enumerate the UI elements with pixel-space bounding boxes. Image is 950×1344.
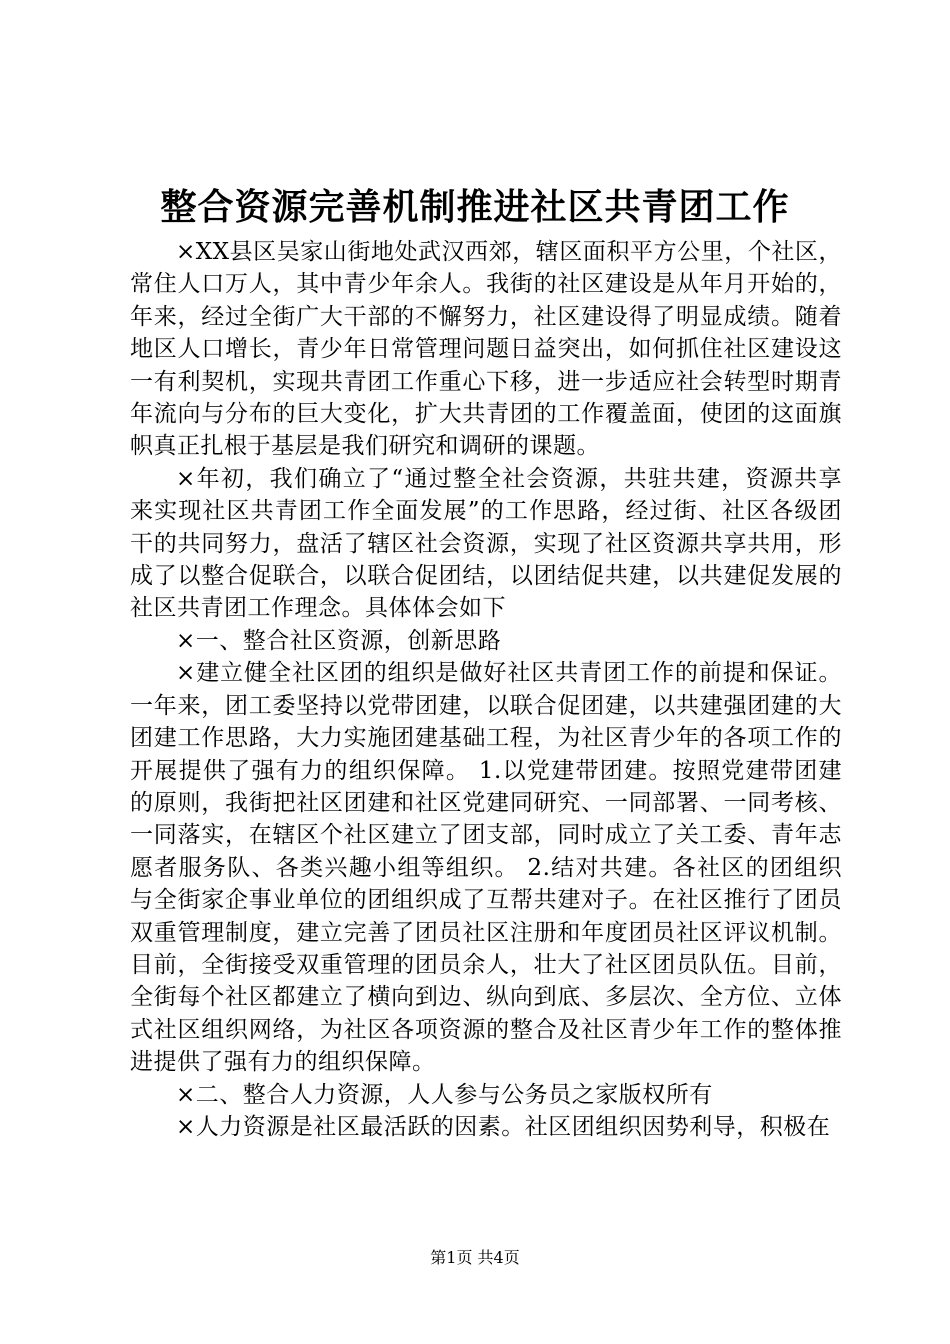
paragraph-section-1: ×建立健全社区团的组织是做好社区共青团工作的前提和保证。一年来，团工委坚持以党带团建，以联合促团建，以共建强团建的大团建工作思路，大力实施团建基础工程，为社区青少年的各项工作的开展提供了强有力的组织保障。 1.以党建带团建。按照党建带团建的原则，我街把社区团建和社区党建同研究、一同部署、一同考核、一同落实，在辖区个社区建立了团支部，同时成立了关工委、青年志愿者服务队、各类兴趣小组等组织。 2.结对共建。各社区的团组织与全街家企事业单位的团组织成了互帮共建对子。在社区推行了团员双重管理制度，建立完善了团员社区注册和年度团员社区评议机制。目前，全街接受双重管理的团员余人，壮大了社区团员队伍。目前，全街每个社区都建立了横向到边、纵向到底、多层次、全方位、立体式社区组织网络，为社区各项资源的整合及社区青少年工作的整体推进提供了强有力的组织保障。 bbox=[130, 660, 842, 1076]
paragraph-approach: ×年初，我们确立了“通过整全社会资源，共驻共建，资源共享来实现社区共青团工作全面发展”的工作思路，经过街、社区各级团干的共同努力，盘活了辖区社会资源，实现了社区资源共享共用，形成了以整合促联合，以联合促团结，以团结促共建，以共建促发展的社区共青团工作理念。具体体会如下 bbox=[130, 465, 842, 622]
section-heading-2: ×二、整合人力资源，人人参与公务员之家版权所有 bbox=[176, 1081, 713, 1108]
paragraph-intro: ×XX县区吴家山街地处武汉西郊，辖区面积平方公里，个社区，常住人口万人，其中青少年余人。我街的社区建设是从年月开始的，年来，经过全街广大干部的不懈努力，社区建设得了明显成绩。随着地区人口增长，青少年日常管理问题日益突出，如何抓住社区建设这一有利契机，实现共青团工作重心下移，进一步适应社会转型时期青年流向与分布的巨大变化，扩大共青团的工作覆盖面，使团的这面旗帜真正扎根于基层是我们研究和调研的课题。 bbox=[130, 239, 842, 460]
page-footer: 第1页 共4页 bbox=[430, 1248, 520, 1267]
document-body bbox=[130, 236, 842, 1143]
paragraph-section-2: ×人力资源是社区最活跃的因素。社区团组织因势利导，积极在 bbox=[176, 1113, 831, 1140]
document-title: 整合资源完善机制推进社区共青团工作 bbox=[160, 187, 790, 228]
section-heading-1: ×一、整合社区资源，创新思路 bbox=[176, 627, 502, 654]
